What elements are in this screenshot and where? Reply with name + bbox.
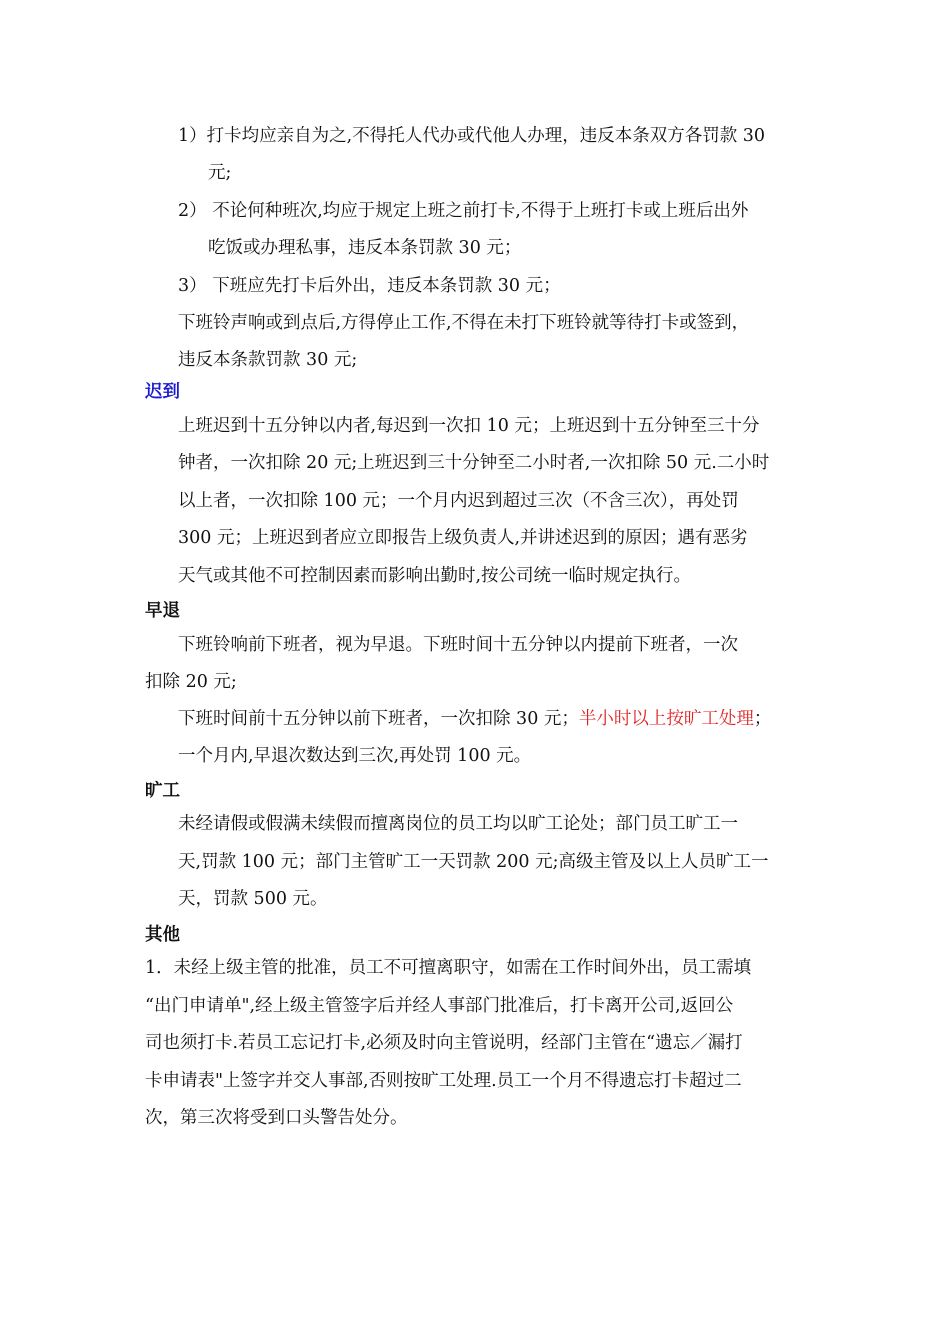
section-heading-other: 其他 — [145, 925, 180, 945]
early-line-1: 下班铃响前下班者，视为早退。下班时间十五分钟以内提前下班者，一次 — [178, 635, 738, 655]
section-heading-early: 早退 — [145, 601, 180, 621]
section-heading-late: 迟到 — [145, 382, 180, 402]
late-line: 以上者，一次扣除 100 元；一个月内迟到超过三次（不含三次），再处罚 — [178, 491, 739, 511]
bell-rule-line-1: 下班铃声响或到点后,方得停止工作,不得在未打下班铃就等待打卡或签到， — [178, 313, 750, 333]
other-line: “出门申请单",经上级主管签字后并经人事部门批准后，打卡离开公司,返回公 — [145, 996, 734, 1016]
early-line-4: 一个月内,早退次数达到三次,再处罚 100 元。 — [178, 746, 532, 766]
other-line: 1．未经上级主管的批准，员工不可擅离职守，如需在工作时间外出，员工需填 — [145, 958, 752, 978]
other-line: 卡申请表"上签字并交人事部,否则按旷工处理.员工一个月不得遗忘打卡超过二 — [145, 1071, 742, 1091]
late-line: 上班迟到十五分钟以内者,每迟到一次扣 10 元；上班迟到十五分钟至三十分 — [178, 416, 760, 436]
bell-rule-line-2: 违反本条款罚款 30 元; — [178, 350, 358, 370]
late-line: 300 元；上班迟到者应立即报告上级负责人,并讲述迟到的原因；遇有恶劣 — [178, 528, 748, 548]
absent-line: 未经请假或假满未续假而擅离岗位的员工均以旷工论处；部门员工旷工一 — [178, 814, 738, 834]
other-line: 次，第三次将受到口头警告处分。 — [145, 1108, 408, 1128]
early-line-2: 扣除 20 元; — [145, 672, 237, 692]
list-item-3: 3） 下班应先打卡后外出，违反本条罚款 30 元； — [178, 276, 561, 296]
other-line: 司也须打卡.若员工忘记打卡,必须及时向主管说明，经部门主管在“遗忘／漏打 — [145, 1033, 743, 1053]
list-item-2: 2） 不论何种班次,均应于规定上班之前打卡,不得于上班打卡或上班后出外 — [178, 201, 749, 221]
late-line: 钟者，一次扣除 20 元;上班迟到三十分钟至二小时者,一次扣除 50 元.二小时 — [178, 453, 770, 473]
early-line-3: 下班时间前十五分钟以前下班者，一次扣除 30 元；半小时以上按旷工处理； — [178, 709, 772, 729]
absent-line: 天,罚款 100 元；部门主管旷工一天罚款 200 元;高级主管及以上人员旷工一 — [178, 852, 769, 872]
list-item-1: 1）打卡均应亲自为之,不得托人代办或代他人办理，违反本条双方各罚款 30 — [178, 126, 766, 146]
list-item-1-cont: 元; — [208, 163, 232, 183]
late-line: 天气或其他不可控制因素而影响出勤时,按公司统一临时规定执行。 — [178, 566, 692, 586]
list-item-2-cont: 吃饭或办理私事，违反本条罚款 30 元； — [208, 238, 522, 258]
section-heading-absent: 旷工 — [145, 781, 180, 801]
absent-line: 天，罚款 500 元。 — [178, 889, 328, 909]
absence-highlight: 半小时以上按旷工处理 — [578, 709, 754, 729]
